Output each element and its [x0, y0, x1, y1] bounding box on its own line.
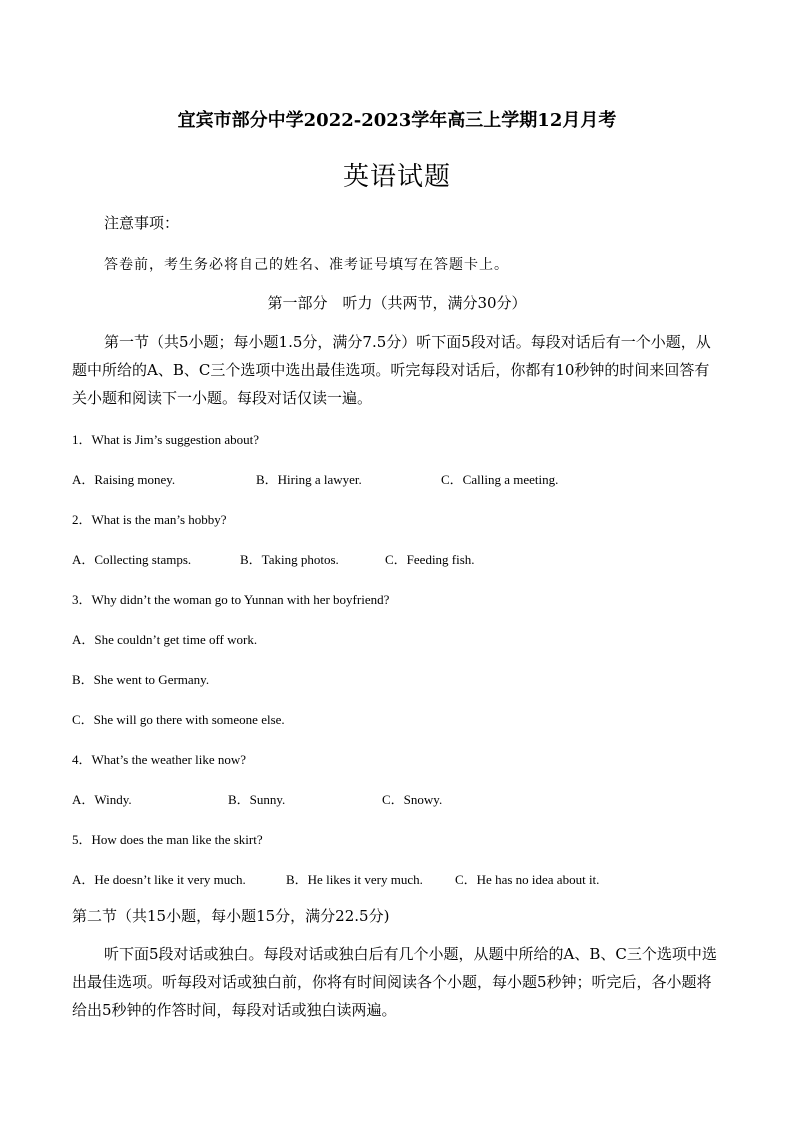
- question-5-stem: 5．How does the man like the skirt?: [72, 832, 263, 847]
- section2-instructions: 听下面5段对话或独白。每段对话或独白后有几个小题，从题中所给的A、B、C三个选项中选出最佳选项。听每段对话或独白前，你将有时间阅读各个小题，每小题5秒钟；听完后，各小题将给出5秒钟的作答时间，每段对话或独白读两遍。: [72, 945, 717, 1019]
- question-1-option-c: C．Calling a meeting.: [441, 472, 559, 487]
- question-4-stem: 4．What’s the weather like now?: [72, 752, 246, 767]
- question-2-option-b: B．Taking photos.: [240, 552, 339, 567]
- section2-heading: 第二节（共15小题，每小题15分，满分22.5分): [72, 907, 390, 925]
- question-4-option-a: A．Windy.: [72, 792, 132, 807]
- question-3-option-b: B．She went to Germany.: [72, 672, 210, 687]
- part1-heading: 第一部分 听力（共两节，满分30分）: [267, 294, 527, 312]
- question-3-option-c: C．She will go there with someone else.: [72, 712, 285, 727]
- section1-instructions: 第一节（共5小题；每小题1.5分，满分7.5分）听下面5段对话。每段对话后有一个小题，从题中所给的A、B、C三个选项中选出最佳选项。听完每段对话后，你都有10秒钟的时间来回答有关小题和阅读下一小题。每段对话仅读一遍。: [72, 333, 711, 407]
- question-4-option-c: C．Snowy.: [382, 792, 443, 807]
- question-1-option-a: A．Raising money.: [72, 472, 176, 487]
- question-3-option-a: A．She couldn’t get time off work.: [72, 632, 258, 647]
- question-3-stem: 3．Why didn’t the woman go to Yunnan with her boyfriend?: [72, 592, 390, 607]
- question-2-option-c: C．Feeding fish.: [385, 552, 475, 567]
- question-5-option-c: C．He has no idea about it.: [455, 872, 600, 887]
- question-5-option-b: B．He likes it very much.: [286, 872, 423, 887]
- notice-heading: 注意事项：: [104, 214, 180, 232]
- question-2-option-a: A．Collecting stamps.: [72, 552, 192, 567]
- notice-body: 答卷前，考生务必将自己的姓名、准考证号填写在答题卡上。: [104, 257, 509, 273]
- question-5-option-a: A．He doesn’t like it very much.: [72, 872, 246, 887]
- exam-title: 宜宾市部分中学2022-2023学年高三上学期12月月考: [177, 110, 617, 131]
- question-1-stem: 1．What is Jim’s suggestion about?: [72, 432, 260, 447]
- question-1-option-b: B．Hiring a lawyer.: [256, 472, 362, 487]
- question-4-option-b: B．Sunny.: [228, 792, 286, 807]
- question-2-stem: 2．What is the man’s hobby?: [72, 512, 227, 527]
- exam-subtitle: 英语试题: [342, 162, 451, 192]
